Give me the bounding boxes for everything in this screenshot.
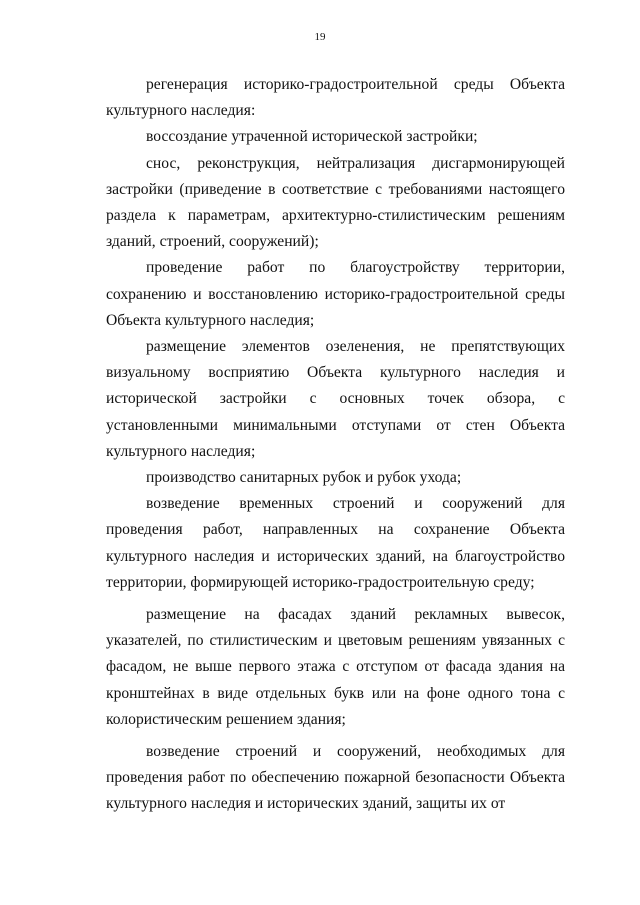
paragraph-reconstruction-of-lost-buildings: воссоздание утраченной исторической застройки; (146, 128, 478, 146)
paragraph-greenery: размещение элементов озеленения, не препятствующих визуальному восприятию Объекта культурного наследия и исторической застройки с основных точек обзора, с установленными минимальными отступами от стен Объекта культурного наследия; (106, 338, 565, 460)
paragraph-fire-safety: возведение строений и сооружений, необходимых для проведения работ по обеспечению пожарной безопасности Объекта культурного наследия и исторических зданий, защиты их от (106, 743, 565, 813)
paragraph-temporary-structures: возведение временных строений и сооружений для проведения работ, направленных на сохранение Объекта культурного наследия и исторических зданий, на благоустройство территории, формирующей историко-градостроительную среду; (106, 495, 565, 591)
paragraph-demolition: снос, реконструкция, нейтрализация дисгармонирующей застройки (приведение в соответствие с требованиями настоящего раздела к параметрам, архитектурно-стилистическим решениям зданий, строений, сооружений); (106, 154, 565, 251)
paragraph-landscaping: проведение работ по благоустройству территории, сохранению и восстановлению историко-градостроительной среды Объекта культурного наследия; (106, 259, 565, 329)
document-body (106, 72, 565, 818)
paragraph-signage: размещение на фасадах зданий рекламных вывесок, указателей, по стилистическим и цветовым решениям увязанных с фасадом, не выше первого этажа с отступом от фасада здания на кронштейнах в виде отдельных букв или на фоне одного тона с колористическим решением здания; (106, 606, 565, 728)
page-number: 19 (314, 31, 326, 43)
paragraph-regeneration: регенерация историко-градостроительной среды Объекта культурного наследия: (106, 76, 565, 120)
paragraph-sanitary-felling: производство санитарных рубок и рубок ухода; (146, 469, 462, 487)
